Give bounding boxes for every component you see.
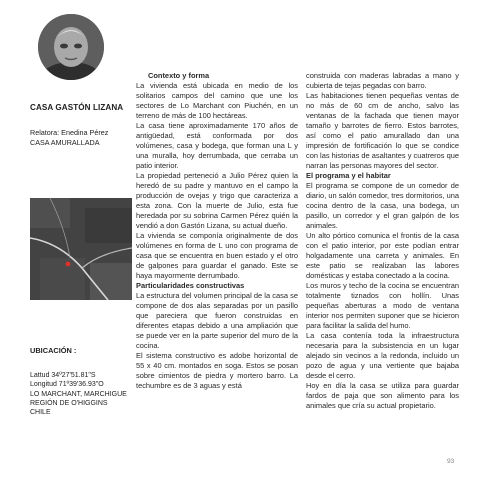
text-column-1 bbox=[136, 71, 298, 391]
paragraph: La propiedad perteneció a Julio Pérez quien la heredó de su padre y mantuvo en el campo la producción de ovejas y trigo que caracteriza a esta zona. Con la muerte de Julio, esta fue heredada por su sobrina Carmen Pérez quién la vendió a don Gastón Lizana, su actual dueño. bbox=[136, 171, 298, 230]
section-heading: Contexto y forma bbox=[148, 71, 210, 80]
paragraph: Los muros y techo de la cocina se encuentran totalmente tiznados con hollín. Unas pequeñas aberturas a modo de ventana interior nos permiten suponer que se hicieron para facilitar la salida del humo. bbox=[306, 281, 459, 330]
paragraph: Un alto pórtico comunica el frontis de la casa con el patio interior, por este podían entrar holgadamente una carreta y animales. En este patio se realizaban las labores domésticas y estaba conectado a la cocina. bbox=[306, 231, 459, 280]
paragraph: El programa se compone de un comedor de diario, un salón comedor, tres dormitorios, una cocina dentro de la casa, una bodega, un pasillo, un corredor y el gran galpón de los animales. bbox=[306, 181, 459, 230]
paragraph: Hoy en día la casa se utiliza para guardar fardos de paja que son alimento para los animales que cría su actual propietario. bbox=[306, 381, 459, 410]
section-heading: El programa y el habitar bbox=[306, 171, 391, 180]
section-heading: Particularidades constructivas bbox=[136, 281, 245, 290]
paragraph: La vivienda está ubicada en medio de los solitarios campos del camino que une los sectores de Lo Marchant con Piuchén, en un terreno de más de 100 hectáreas. bbox=[136, 81, 298, 120]
longitude: Longitud 71º39'36.93"O bbox=[30, 381, 104, 389]
location-details bbox=[30, 371, 142, 417]
portrait-photo bbox=[38, 14, 104, 80]
region: REGIÓN DE O'HIGGINS bbox=[30, 399, 108, 407]
paragraph: La casa tiene aproximadamente 170 años de antigüedad, está conformada por dos volúmenes, casa y bodega, que forman una L y una muralla, hoy derrumbada, que cerraba un patio interior. bbox=[136, 121, 298, 170]
page-number: 93 bbox=[447, 458, 455, 465]
paragraph: La casa contenía toda la infraestructura necesaria para la subsistencia en un lugar alejado sin vecinos a la redonda, incluido un pozo de agua y una vertiente que bajaba desde el cerro. bbox=[306, 331, 459, 380]
paragraph: La vivienda se componía originalmente de dos volúmenes en forma de L uno con programa de casa que se encuentra en buen estado y el otro de galpones para guardar el ganado. Este se haya mayormente derrumbado. bbox=[136, 231, 298, 280]
location-label: UBICACIÓN : bbox=[30, 346, 77, 355]
location-marker bbox=[66, 262, 71, 267]
paragraph: La estructura del volumen principal de la casa se compone de dos alas separadas por un pasillo que pareciera que fueron construidas en diferentes etapas debido a una ampliación que se puede ver en la parte superior del muro de la cocina. bbox=[136, 291, 298, 350]
house-type-line: CASA AMURALLADA bbox=[30, 138, 100, 147]
map-image bbox=[30, 198, 132, 300]
relatora-info bbox=[30, 128, 140, 148]
house-title: CASA GASTÓN LIZANA bbox=[30, 103, 124, 112]
text-column-2 bbox=[306, 71, 459, 411]
paragraph: construida con maderas labradas a mano y cubierta de tejas pegadas con barro. bbox=[306, 71, 459, 90]
paragraph: El sistema constructivo es adobe horizontal de 55 x 40 cm. montados en soga. Estos se posan sobre cimientos de piedra y mortero barro. La techumbre es de 3 aguas y está bbox=[136, 351, 298, 390]
locality: LO MARCHANT, MARCHIGUE bbox=[30, 390, 127, 398]
satellite-map bbox=[30, 198, 132, 300]
country: CHILE bbox=[30, 409, 51, 417]
latitude: Lattud 34º27'51.81"S bbox=[30, 372, 96, 379]
paragraph: Las habitaciones tienen pequeñas ventas de no más de 60 cm de ancho, salvo las ventanas de la fachada que tienen mayor tamaño y barrotes de fierro. Estos barrotes, así como el patio amurallado dan una impresión de fortificación lo que se condice con las historias de asaltantes y cuatreros que narran las personas mayores del sector. bbox=[306, 91, 459, 170]
portrait-image bbox=[38, 14, 104, 80]
relatora-line: Relatora: Enedina Pérez bbox=[30, 128, 109, 137]
